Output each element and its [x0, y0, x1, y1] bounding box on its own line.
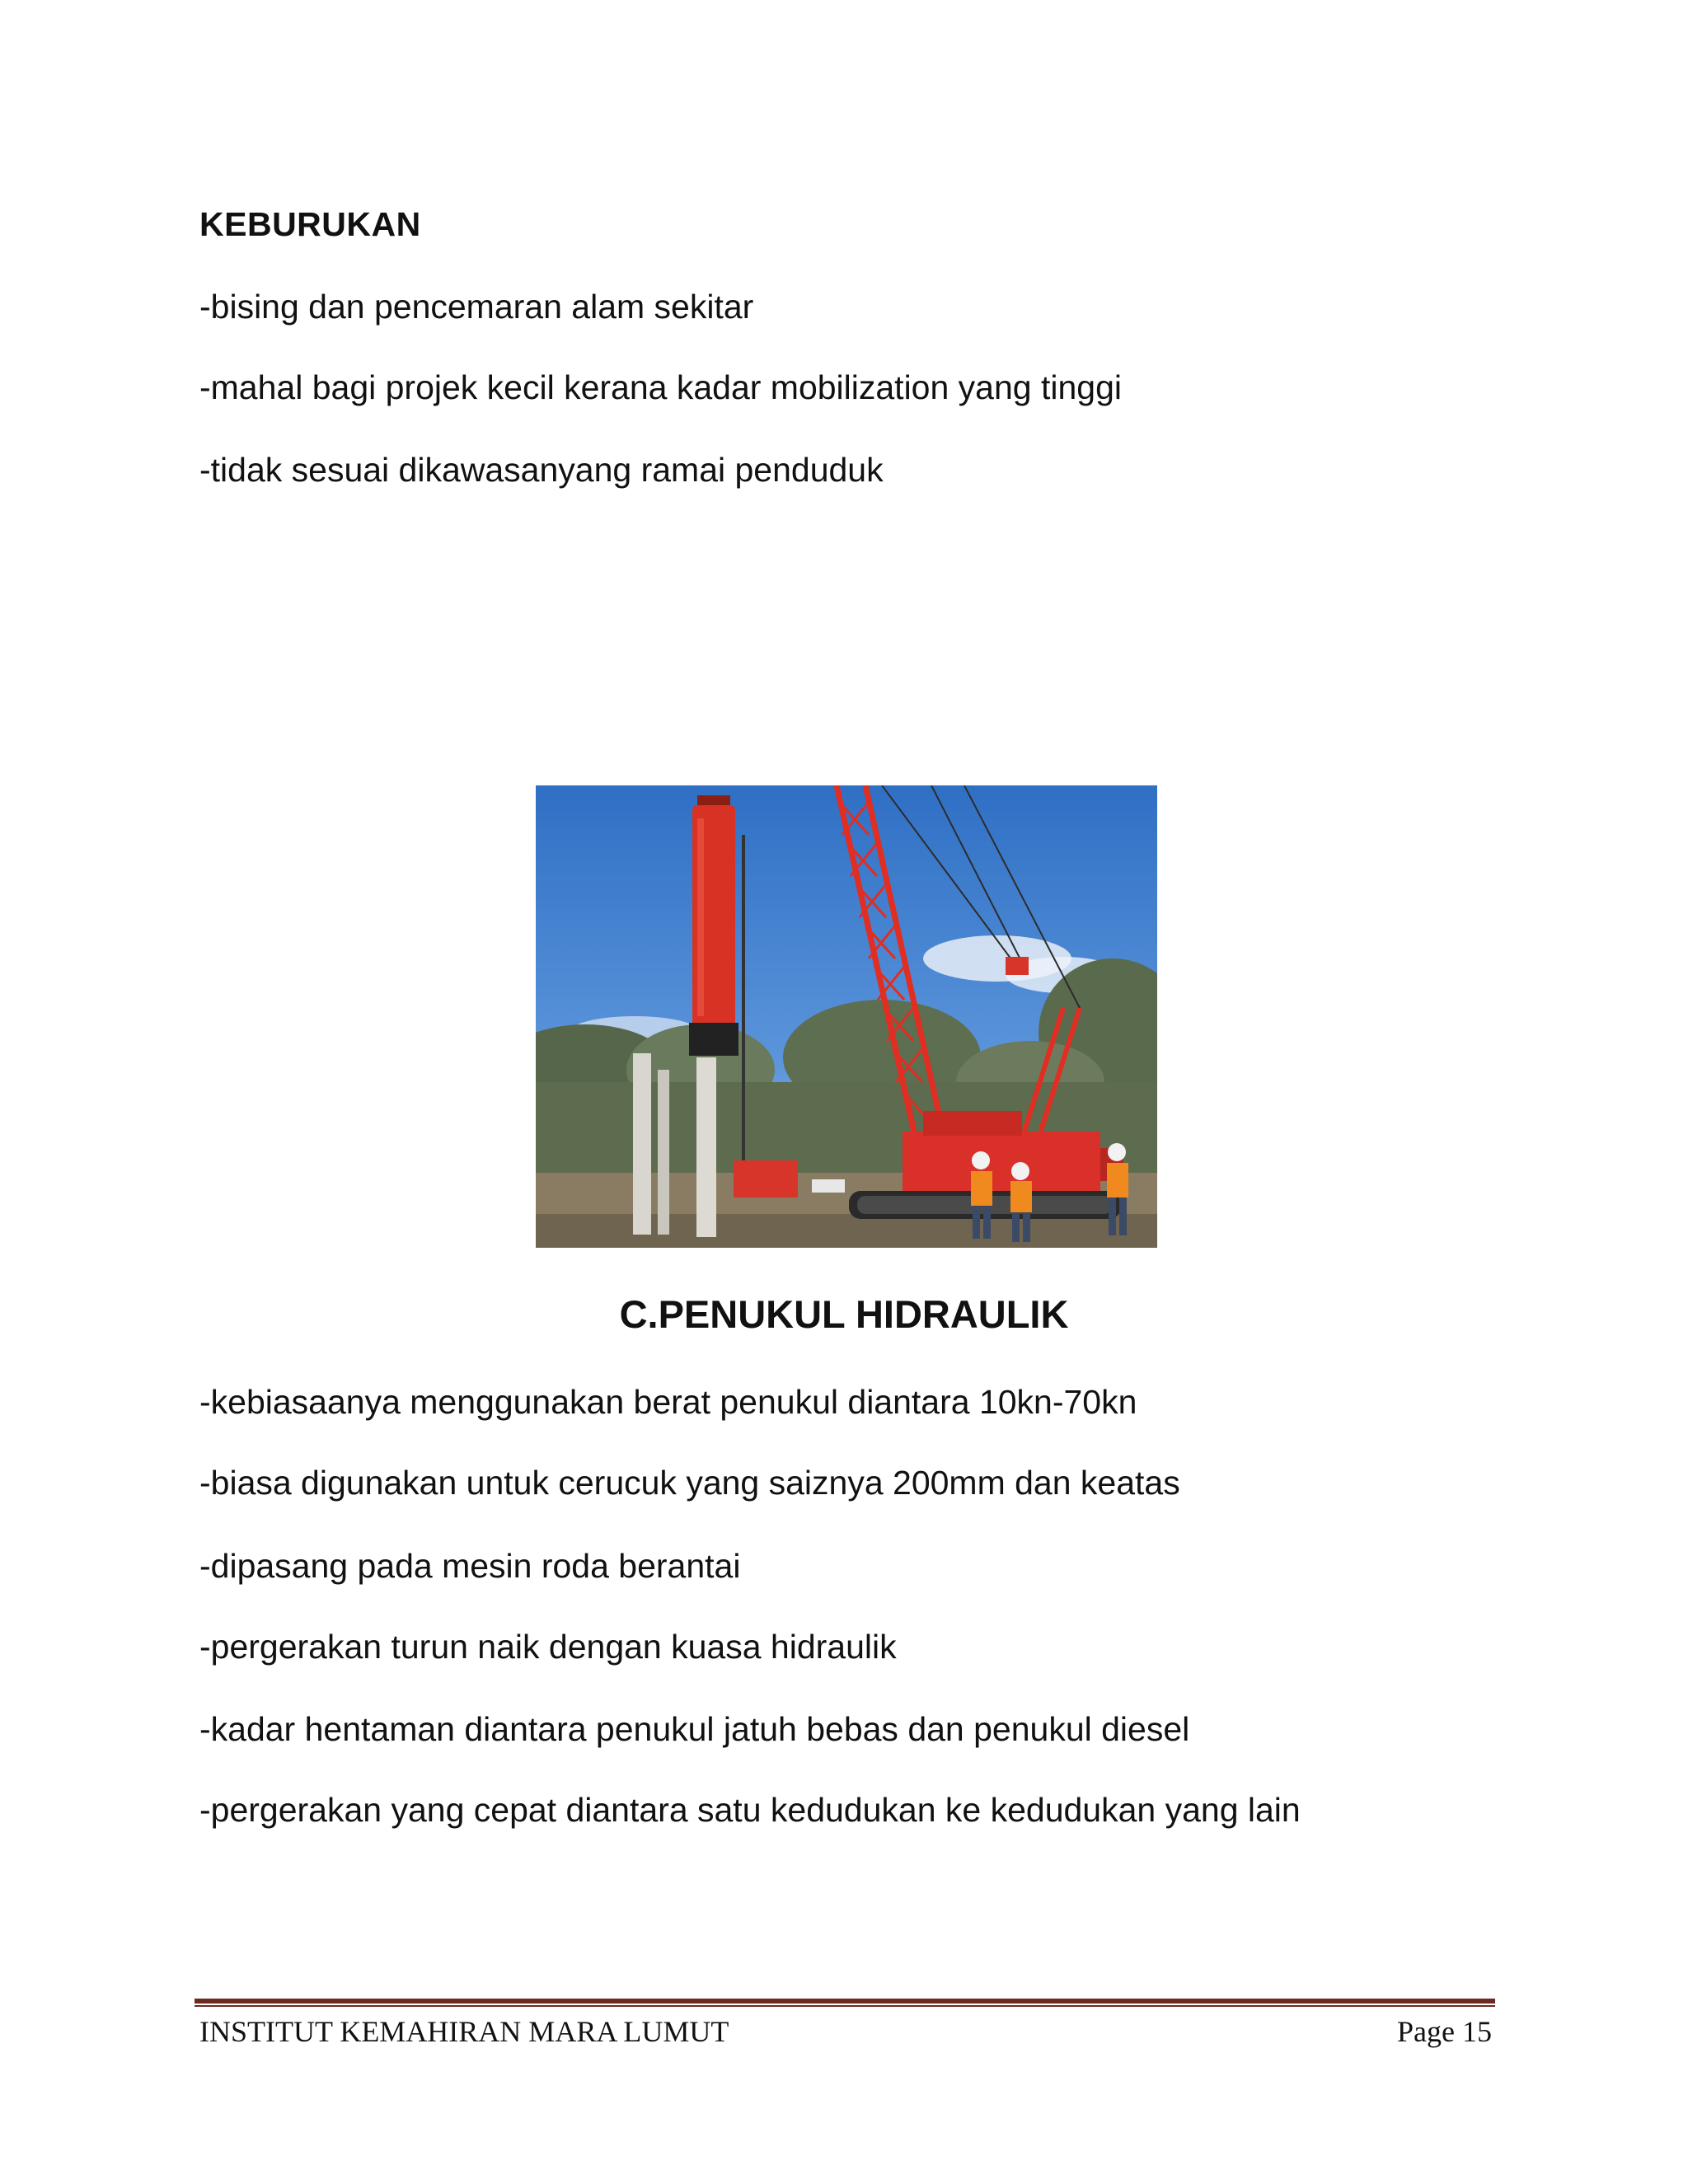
footer-divider	[195, 1999, 1495, 2007]
footer-institution: INSTITUT KEMAHIRAN MARA LUMUT	[199, 2015, 729, 2048]
list-item: -kebiasaanya menggunakan berat penukul diantara 10kn-70kn	[199, 1383, 1137, 1421]
list-item: -kadar hentaman diantara penukul jatuh bebas dan penukul diesel	[199, 1710, 1190, 1748]
list-item: -dipasang pada mesin roda berantai	[199, 1547, 741, 1585]
list-item: -pergerakan yang cepat diantara satu kedudukan ke kedudukan yang lain	[199, 1791, 1301, 1829]
section-title-penukul-hidraulik: C.PENUKUL HIDRAULIK	[619, 1292, 1069, 1336]
list-item: -pergerakan turun naik dengan kuasa hidraulik	[199, 1628, 897, 1666]
list-item: -biasa digunakan untuk cerucuk yang saiznya 200mm dan keatas	[199, 1464, 1180, 1502]
hydraulic-hammer-crane-photo	[536, 785, 1157, 1248]
list-item: -bising dan pencemaran alam sekitar	[199, 288, 754, 326]
section-heading-keburukan: KEBURUKAN	[199, 205, 421, 243]
list-item: -tidak sesuai dikawasanyang ramai penduduk	[199, 451, 884, 489]
list-item: -mahal bagi projek kecil kerana kadar mobilization yang tinggi	[199, 368, 1122, 406]
footer-page-number: Page 15	[1397, 2015, 1492, 2048]
